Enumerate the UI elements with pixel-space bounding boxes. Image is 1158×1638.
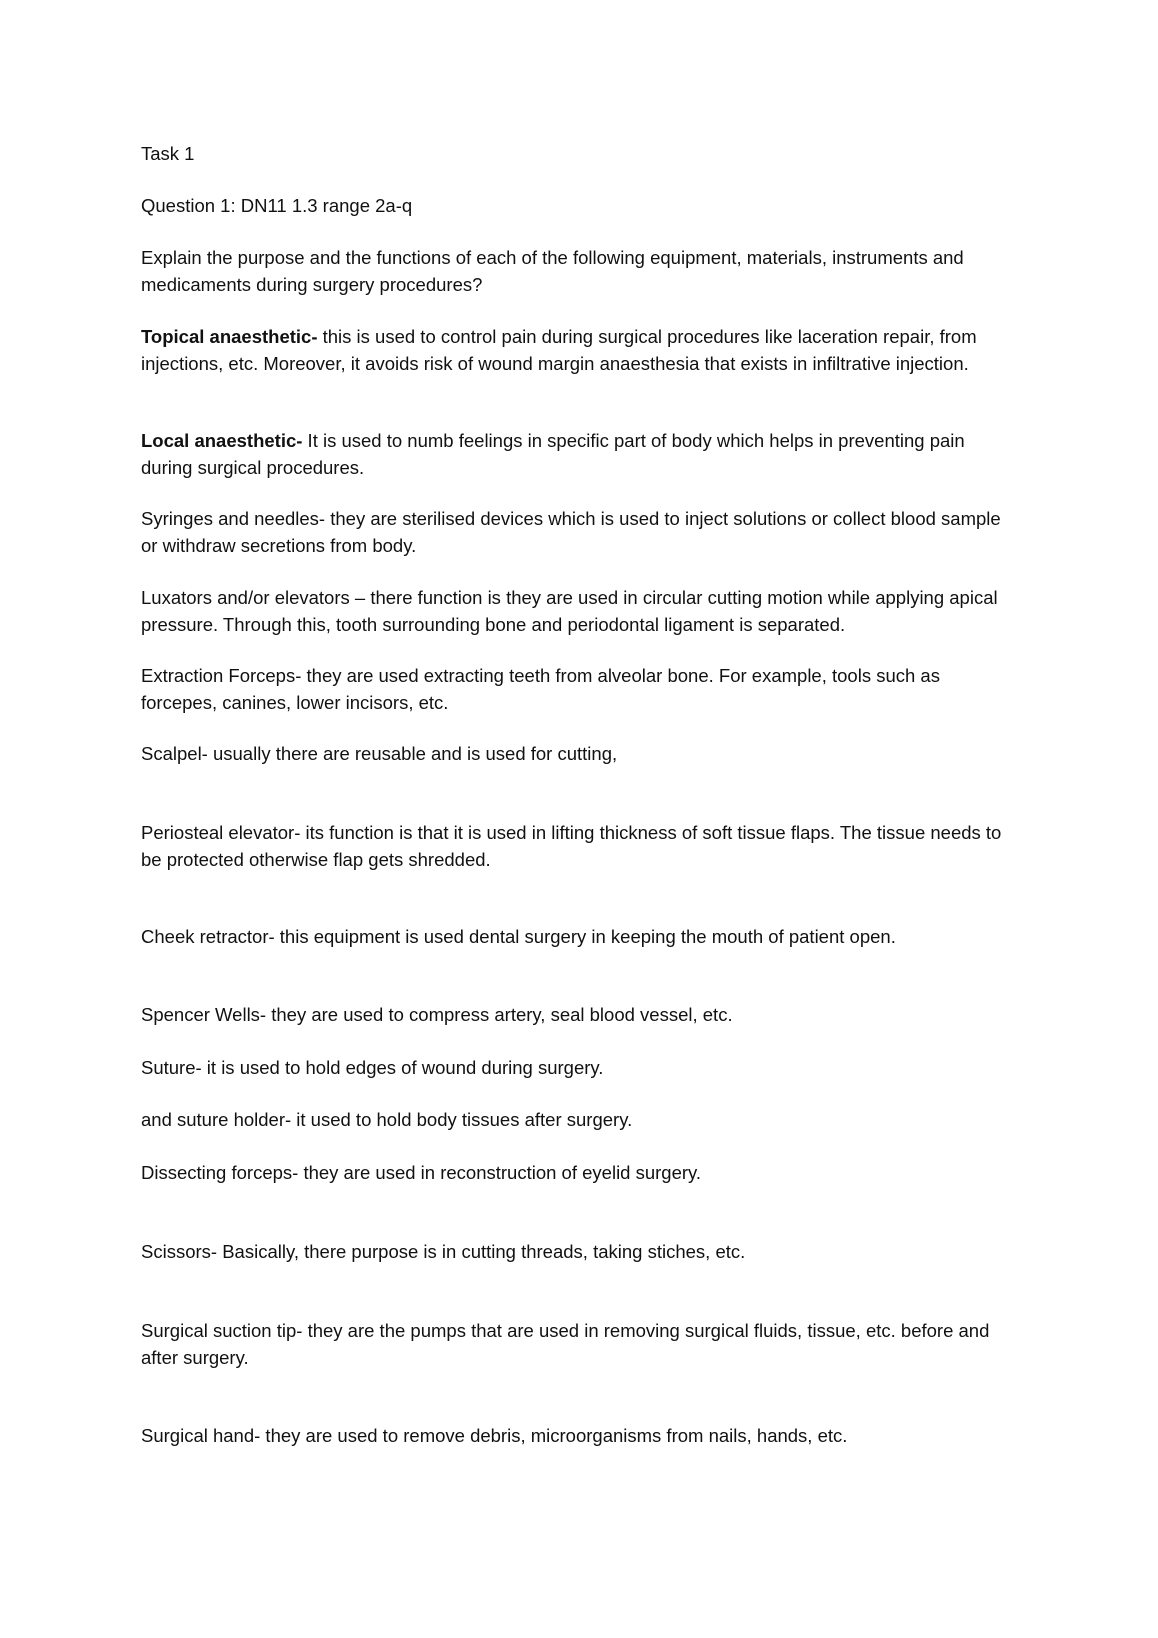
item-scalpel: Scalpel- usually there are reusable and is used for cutting,	[141, 743, 618, 764]
question-heading: Question 1: DN11 1.3 range 2a-q	[141, 195, 413, 216]
task-title: Task 1	[141, 143, 195, 164]
question-intro: Explain the purpose and the functions of each of the following equipment, materials, instruments and medicaments during surgery procedures?	[141, 247, 964, 295]
item-dissecting-forceps: Dissecting forceps- they are used in reconstruction of eyelid surgery.	[141, 1162, 702, 1183]
item-term: Local anaesthetic-	[141, 430, 303, 451]
item-extraction-forceps: Extraction Forceps- they are used extracting teeth from alveolar bone. For example, tools such as forcepes, canines, lower incisors, etc.	[141, 665, 940, 713]
item-scissors: Scissors- Basically, there purpose is in cutting threads, taking stiches, etc.	[141, 1241, 746, 1262]
item-suture: Suture- it is used to hold edges of wound during surgery.	[141, 1057, 604, 1078]
item-spencer-wells: Spencer Wells- they are used to compress artery, seal blood vessel, etc.	[141, 1004, 733, 1025]
item-periosteal-elevator: Periosteal elevator- its function is that it is used in lifting thickness of soft tissue flaps. The tissue needs to be protected otherwise flap gets shredded.	[141, 822, 1002, 870]
item-syringes-needles: Syringes and needles- they are sterilised devices which is used to inject solutions or collect blood sample or withdraw secretions from body.	[141, 508, 1001, 556]
item-term: Topical anaesthetic-	[141, 326, 318, 347]
item-local-anaesthetic	[141, 428, 1021, 481]
item-luxators-elevators: Luxators and/or elevators – there function is they are used in circular cutting motion while applying apical pressure. Through this, tooth surrounding bone and periodontal ligament is separated.	[141, 587, 998, 635]
item-description: It is used to numb feelings in specific part of body which helps in preventing pain during surgical procedures.	[141, 430, 965, 478]
item-cheek-retractor: Cheek retractor- this equipment is used dental surgery in keeping the mouth of patient open.	[141, 926, 896, 947]
item-description: this is used to control pain during surgical procedures like laceration repair, from injections, etc. Moreover, it avoids risk of wound margin anaesthesia that exists in infiltrative injection.	[141, 326, 977, 374]
item-surgical-suction-tip: Surgical suction tip- they are the pumps that are used in removing surgical fluids, tissue, etc. before and after surgery.	[141, 1320, 990, 1368]
item-suture-holder: and suture holder- it used to hold body tissues after surgery.	[141, 1109, 633, 1130]
item-topical-anaesthetic	[141, 324, 1021, 377]
item-surgical-hand: Surgical hand- they are used to remove debris, microorganisms from nails, hands, etc.	[141, 1425, 848, 1446]
